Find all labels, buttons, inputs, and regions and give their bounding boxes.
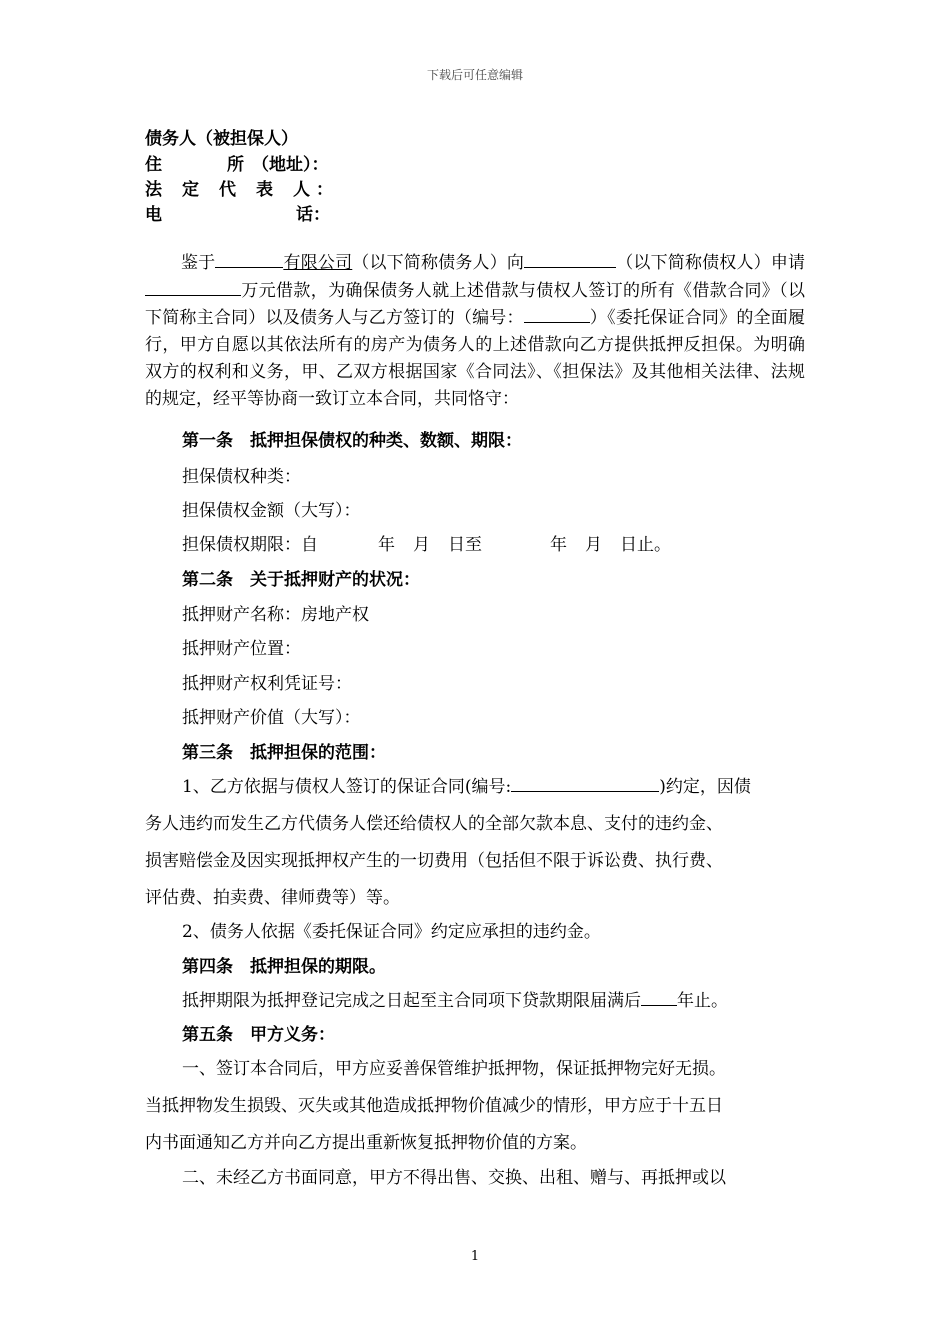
term-day: 日至 <box>448 535 482 555</box>
debt-amount: 担保债权金额（大写）： <box>182 501 361 521</box>
debt-term <box>182 530 671 555</box>
article-5-p1-line1: 一、签订本合同后，甲方应妥善保管维护抵押物，保证抵押物完好无损。 <box>182 1059 726 1079</box>
article-3-p1-line4: 评估费、拍卖费、律师费等）等。 <box>145 888 400 908</box>
intro-text: ）《委托保证合同》的全面履行，甲方自愿以其依法所有的房产为债务人的上述借款向乙方提供抵押反担保。为明确双方的权利和义务，甲、乙双方根据国家《合同法》、《担保法》及其他相关法律、法规的规定，经平等协商一致订立本合同，共同恪守： <box>145 308 806 409</box>
intro-text: 鉴于 <box>181 253 216 273</box>
paragraph-text: )约定，因债 <box>659 777 751 797</box>
article-3-p2: 2、债务人依据《委托保证合同》约定应承担的违约金。 <box>182 922 601 942</box>
debt-kind: 担保债权种类： <box>182 467 301 487</box>
term-day: 日止。 <box>620 535 671 555</box>
blank-field <box>524 249 616 268</box>
rep-char: 人 <box>293 180 310 200</box>
term-year: 年 <box>378 535 395 555</box>
property-location: 抵押财产位置： <box>182 639 301 659</box>
blank-field <box>524 304 590 323</box>
article-3-p1 <box>182 772 751 797</box>
property-name: 抵押财产名称：房地产权 <box>182 605 369 625</box>
article-3-p1-line3: 损害赔偿金及因实现抵押权产生的一切费用（包括但不限于诉讼费、执行费、 <box>145 851 723 871</box>
address-label-c: （地址）： <box>252 155 329 175</box>
blank-field <box>641 987 677 1006</box>
blank-field <box>145 277 241 296</box>
phone-label-a: 电 <box>145 205 162 225</box>
debtor-label: 债务人（被担保人） <box>145 129 298 149</box>
article-4-title: 第四条 抵押担保的期限。 <box>182 957 386 977</box>
article-3-p1-line2: 务人违约而发生乙方代债务人偿还给债权人的全部欠款本息、支付的违约金、 <box>145 814 723 834</box>
page-number: 1 <box>470 1249 480 1264</box>
article-5-title: 第五条 甲方义务： <box>182 1025 335 1045</box>
article-4-text <box>182 986 728 1011</box>
article-5-p1-line3: 内书面通知乙方并向乙方提出重新恢复抵押物价值的方案。 <box>145 1133 587 1153</box>
legal-rep-label <box>145 177 333 203</box>
term-label: 担保债权期限：自 <box>182 535 318 555</box>
intro-text: （以下简称债权人）申请 <box>616 253 806 273</box>
article-5-p2-line1: 二、未经乙方书面同意，甲方不得出售、交换、出租、赠与、再抵押或以 <box>182 1168 726 1188</box>
article-3-title: 第三条 抵押担保的范围： <box>182 743 386 763</box>
article-2-title: 第二条 关于抵押财产的状况： <box>182 570 420 590</box>
paragraph-text: 年止。 <box>677 991 728 1011</box>
rep-char: 代 <box>219 180 236 200</box>
property-value: 抵押财产价值（大写）： <box>182 708 361 728</box>
rep-char: 法 <box>145 180 162 200</box>
article-1-title: 第一条 抵押担保债权的种类、数额、期限： <box>182 431 522 451</box>
phone-label <box>145 202 330 228</box>
company-name: 有限公司 <box>283 253 353 273</box>
intro-text: 万元借款，为确保债务人就上述借款与债权人签订的所有《借款合同》（以下简称主合同）以及债务人与乙方签订的（编号： <box>145 280 805 329</box>
blank-field <box>511 773 659 792</box>
paragraph-text: 抵押期限为抵押登记完成之日起至主合同项下贷款期限届满后 <box>182 991 641 1011</box>
rep-char: ： <box>316 180 333 200</box>
term-year: 年 <box>550 535 567 555</box>
phone-label-b: 话： <box>296 205 330 225</box>
intro-text: （以下简称债务人）向 <box>352 253 525 273</box>
header-note: 下载后可任意编辑 <box>426 68 523 82</box>
rep-char: 表 <box>256 180 273 200</box>
address-label <box>145 152 329 178</box>
intro-paragraph <box>145 249 805 412</box>
blank-field <box>215 249 283 268</box>
article-5-p1-line2: 当抵押物发生损毁、灭失或其他造成抵押物价值减少的情形，甲方应于十五日 <box>145 1096 723 1116</box>
paragraph-text: 1、乙方依据与债权人签订的保证合同(编号: <box>182 777 512 797</box>
address-label-a: 住 <box>145 155 162 175</box>
term-month: 月 <box>585 535 602 555</box>
rep-char: 定 <box>182 180 199 200</box>
property-cert: 抵押财产权利凭证号： <box>182 674 352 694</box>
address-label-b: 所 <box>227 155 244 175</box>
term-month: 月 <box>413 535 430 555</box>
